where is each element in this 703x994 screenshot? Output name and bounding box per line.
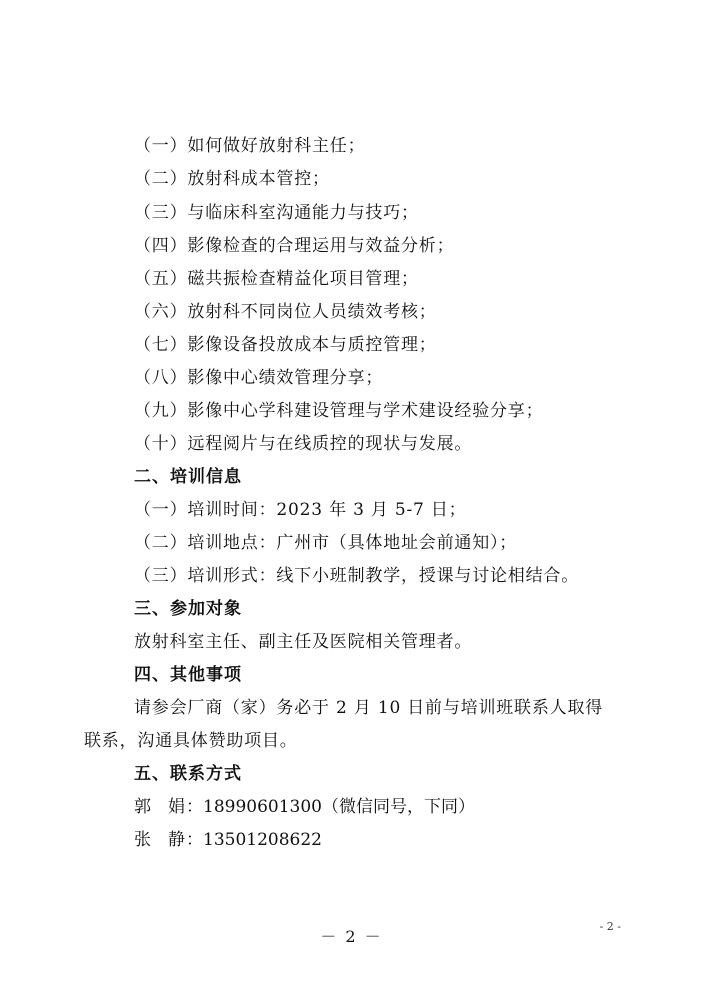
training-location: （二）培训地点：广州市（具体地址会前通知）； (134, 533, 518, 553)
contact-name-first-char: 张 (134, 830, 151, 850)
contact-name-second-char: 娟 (168, 797, 185, 817)
section-heading-participants: 三、参加对象 (134, 599, 242, 619)
corner-page-number: - 2 - (599, 920, 621, 933)
contact-detail: ：13501208622 (186, 830, 322, 850)
list-item-4: （四）影像检查的合理运用与效益分析； (134, 236, 455, 256)
list-item-3: （三）与临床科室沟通能力与技巧； (134, 203, 419, 223)
training-format: （三）培训形式：线下小班制教学，授课与讨论相结合。 (134, 566, 579, 586)
section-heading-contact: 五、联系方式 (134, 764, 242, 784)
list-item-5: （五）磁共振检查精益化项目管理； (134, 269, 419, 289)
contact-name-first-char: 郭 (134, 797, 151, 817)
contact-detail: ：18990601300（微信同号，下同） (186, 797, 475, 817)
other-matters-line-2: 联系，沟通具体赞助项目。 (84, 731, 298, 751)
list-item-8: （八）影像中心绩效管理分享； (134, 368, 384, 388)
page-number: － 2 － (320, 927, 383, 946)
section-heading-training-info: 二、培训信息 (134, 467, 242, 487)
list-item-1: （一）如何做好放射科主任； (134, 136, 366, 156)
list-item-6: （六）放射科不同岗位人员绩效考核； (134, 302, 437, 322)
participants-text: 放射科室主任、副主任及医院相关管理者。 (134, 632, 473, 652)
other-matters-line-1: 请参会厂商（家）务必于 2 月 10 日前与培训班联系人取得 (134, 698, 604, 718)
list-item-2: （二）放射科成本管控； (134, 169, 330, 189)
section-heading-other-matters: 四、其他事项 (134, 665, 242, 685)
list-item-7: （七）影像设备投放成本与质控管理； (134, 335, 437, 355)
training-time: （一）培训时间：2023 年 3 月 5-7 日； (134, 500, 467, 520)
list-item-9: （九）影像中心学科建设管理与学术建设经验分享； (134, 401, 544, 421)
list-item-10: （十）远程阅片与在线质控的现状与发展。 (134, 434, 473, 454)
contact-row (134, 795, 475, 819)
contact-row (134, 828, 322, 852)
contact-name-second-char: 静 (168, 830, 185, 850)
